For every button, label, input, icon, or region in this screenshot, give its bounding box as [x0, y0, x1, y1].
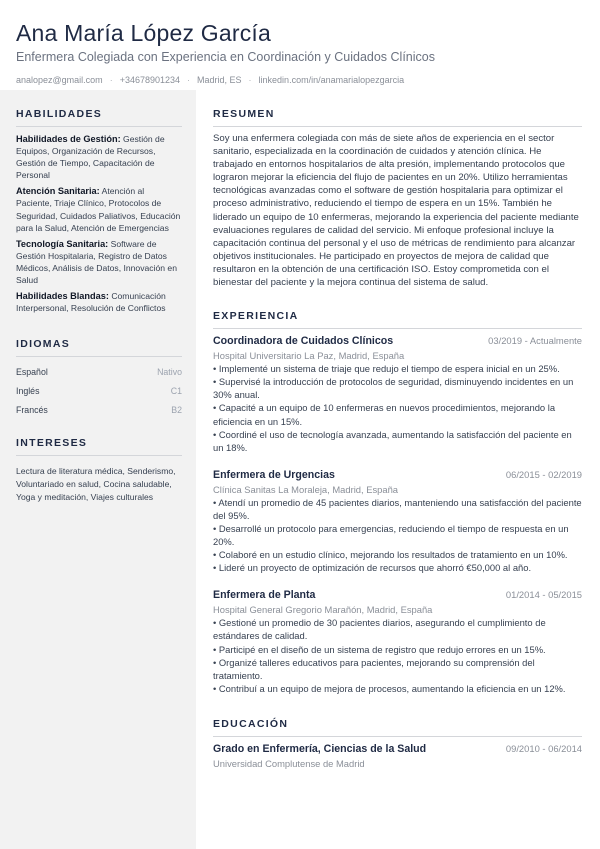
skill-item [16, 133, 182, 181]
resume-header [0, 0, 600, 90]
language-name: Inglés [16, 386, 40, 397]
skill-item [16, 238, 182, 286]
language-level: Nativo [157, 367, 182, 378]
education-date: 09/2010 - 06/2014 [505, 742, 582, 754]
skill-item [16, 185, 182, 233]
education-entry-header [213, 742, 582, 756]
job-date: 06/2015 - 02/2019 [505, 468, 582, 480]
languages-heading: IDIOMAS [16, 338, 71, 351]
job-bullet: • Desarrollé un protocolo para emergencias, reduciendo el tiempo de respuesta en un 20%. [213, 522, 569, 548]
job-organization: Clínica Sanitas La Moraleja, Madrid, España [213, 483, 398, 495]
job-bullet: • Supervisé la introducción de protocolos de seguridad, disminuyendo incidentes en un 30% anual. [213, 376, 574, 401]
job-bullet: • Colaboré en un estudio clínico, mejorando los resultados de tratamiento en un 10%. [213, 549, 568, 561]
language-level: B2 [171, 405, 182, 416]
skill-text: Comunicación Interpersonal, Resolución de Conflictos [16, 291, 166, 314]
job-bullet: • Lideré un proyecto de optimización de recursos que ahorró €50,000 al año. [213, 562, 532, 574]
language-item [16, 366, 182, 378]
skill-text: Atención al Paciente, Triaje Clínico, Protocolos de Seguridad, Cuidados Paliativos, Educación para la Salud, Atención de Emergencias [16, 186, 181, 233]
summary-heading: RESUMEN [213, 108, 275, 120]
skill-text: Gestión de Equipos, Organización de Recursos, Gestión de Tiempo, Capacitación de Personal [16, 134, 165, 181]
experience-entry [213, 588, 582, 695]
skills-heading: HABILIDADES [16, 108, 103, 120]
contact-separator: · [187, 75, 191, 85]
section-divider [213, 736, 582, 737]
language-item [16, 385, 182, 397]
section-divider [213, 126, 582, 127]
job-date: 03/2019 - Actualmente [488, 335, 582, 347]
sidebar [0, 90, 196, 849]
contact-location: Madrid, ES [197, 75, 242, 85]
experience-entry [213, 468, 582, 575]
contact-separator: · [109, 75, 113, 85]
job-bullet: • Capacité a un equipo de 10 enfermeras en nuevos procedimientos, mejorando la eficiencia en un 15%. [213, 402, 556, 427]
skill-item [16, 290, 182, 314]
experience-entry-header [213, 588, 582, 602]
job-bullet: • Contribuí a un equipo de mejora de procesos, aumentando la eficiencia en un 12%. [213, 682, 566, 694]
candidate-name: Ana María López García [16, 20, 271, 46]
section-divider [213, 328, 582, 329]
job-organization: Hospital General Gregorio Marañón, Madrid, España [213, 604, 433, 616]
skill-text: Software de Gestión Hospitalaria, Registro de Datos Médicos, Análisis de Datos, Innovación en Salud [16, 238, 177, 286]
education-heading: EDUCACIÓN [213, 717, 289, 730]
section-divider [16, 356, 182, 357]
language-name: Español [16, 367, 48, 378]
contact-phone: +34678901234 [119, 75, 181, 85]
interests-heading: INTERESES [16, 437, 88, 450]
experience-heading: EXPERIENCIA [213, 310, 299, 323]
skills-list [16, 133, 182, 314]
job-bullet: • Atendí un promedio de 45 pacientes diarios, manteniendo una satisfacción del paciente del 95%. [213, 496, 582, 521]
skill-label: Habilidades Blandas: [16, 291, 109, 302]
language-name: Francés [16, 405, 48, 416]
summary-text: Soy una enfermera colegiada con más de siete años de experiencia en el sector sanitario, especializada en la coordinación de cuidados y atención clínica. He trabajado en entornos hospitalarios de alta presión, implementando protocolos que lograron mejorar la eficiencia del flujo de pacientes en un 20%. Utilizo herramientas tecnológicas avanzadas como el software de gestión hospitalaria para optimizar el proceso administrativo, reduciendo el tiempo de espera en un 15%. También he liderado un equipo de 10 enfermeras, mejorando la experiencia del paciente mediante evaluaciones regulares de calidad del servicio. Mi enfoque profesional incluye la capacitación continua del personal y el uso de métricas de rendimiento para alcanzar objetivos institucionales. He participado en proyectos de mejora de calidad que resultaron en la obtención de una certificación ISO. Estoy comprometida con el bienestar del paciente y la mejora continua del sistema de salud. [213, 133, 579, 289]
job-title: Enfermera de Urgencias [213, 468, 335, 481]
main-content [196, 90, 600, 849]
contact-linkedin: linkedin.com/in/anamarialopezgarcia [258, 75, 405, 85]
section-divider [16, 455, 182, 456]
experience-entry-header [213, 334, 582, 348]
degree-title: Grado en Enfermería, Ciencias de la Salud [213, 742, 427, 755]
contact-separator: · [248, 75, 252, 85]
experience-entry [213, 334, 582, 454]
experience-entry-header [213, 468, 582, 482]
language-item [16, 404, 182, 416]
education-entry [213, 742, 582, 770]
job-bullet: • Coordiné el uso de tecnología avanzada, aumentando la satisfacción del paciente en un 18%. [213, 428, 572, 453]
skill-label: Atención Sanitaria: [16, 186, 100, 197]
job-title: Enfermera de Planta [213, 589, 316, 602]
candidate-title: Enfermera Colegiada con Experiencia en Coordinación y Cuidados Clínicos [16, 50, 435, 64]
language-level: C1 [170, 386, 182, 397]
job-bullet: • Gestioné un promedio de 30 pacientes diarios, asegurando el cumplimiento de estándares de calidad. [213, 617, 546, 642]
skill-label: Habilidades de Gestión: [16, 134, 121, 144]
education-school: Universidad Complutense de Madrid [213, 757, 365, 769]
contact-line [16, 73, 584, 87]
section-divider [16, 126, 182, 127]
languages-list [16, 366, 182, 416]
job-bullet: • Implementé un sistema de triaje que redujo el tiempo de espera inicial en un 25%. [213, 363, 560, 375]
job-organization: Hospital Universitario La Paz, Madrid, España [213, 350, 405, 362]
interests-text: Lectura de literatura médica, Senderismo, Voluntariado en salud, Cocina saludable, Yoga y meditación, Viajes culturales [16, 466, 176, 502]
skill-label: Tecnología Sanitaria: [16, 238, 109, 249]
job-date: 01/2014 - 05/2015 [505, 589, 582, 601]
job-bullet: • Organizé talleres educativos para pacientes, mejorando su comprensión del tratamiento. [213, 656, 535, 681]
job-bullet: • Participé en el diseño de un sistema de registro que redujo errores en un 15%. [213, 643, 546, 655]
contact-email: analopez@gmail.com [16, 75, 103, 85]
job-title: Coordinadora de Cuidados Clínicos [213, 335, 394, 348]
